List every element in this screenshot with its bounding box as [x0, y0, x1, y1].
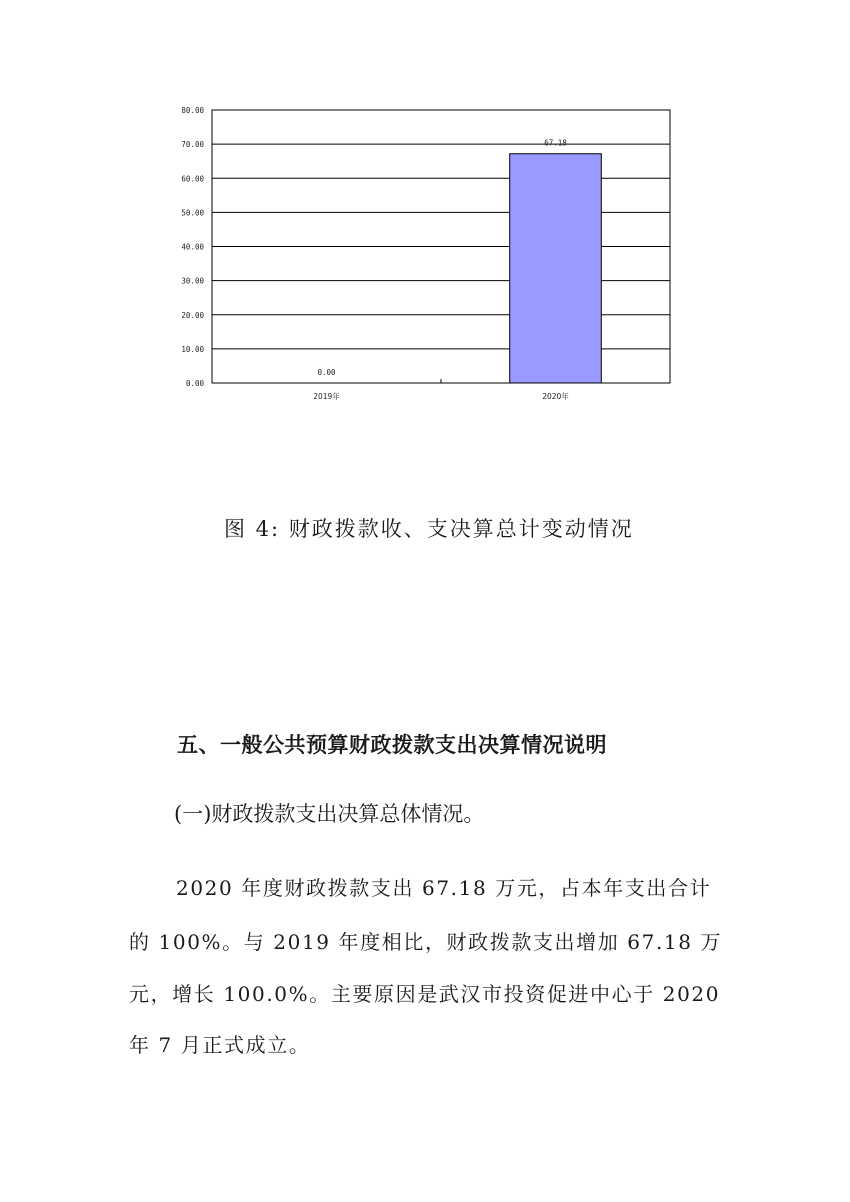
y-tick-label: 70.00	[181, 140, 204, 150]
y-tick-label: 60.00	[181, 174, 204, 184]
data-label: 67.18	[544, 138, 567, 148]
paragraph-line: 的 100%。与 2019 年度相比，财政拨款支出增加 67.18 万	[129, 930, 723, 954]
subsection-heading: (一)财政拨款支出决算总体情况。	[174, 802, 485, 826]
y-tick-label: 10.00	[181, 344, 204, 354]
y-tick-label: 40.00	[181, 242, 204, 252]
chart-bars	[510, 154, 602, 383]
y-tick-label: 50.00	[181, 208, 204, 218]
data-label: 0.00	[317, 368, 336, 377]
x-tick-label: 2020年	[542, 392, 569, 401]
section-heading: 五、一般公共预算财政拨款支出决算情况说明	[177, 733, 607, 757]
paragraph-line: 元，增长 100.0%。主要原因是武汉市投资促进中心于 2020	[129, 982, 721, 1006]
y-tick-label: 80.00	[181, 106, 204, 115]
bar	[510, 154, 602, 383]
y-tick-label: 30.00	[181, 276, 204, 286]
x-tick-label: 2019年	[313, 392, 340, 401]
figure-caption: 图 4: 财政拨款收、支决算总计变动情况	[224, 517, 634, 541]
paragraph-line: 年 7 月正式成立。	[129, 1033, 311, 1057]
bar-chart	[0, 0, 850, 420]
paragraph-line: 2020 年度财政拨款支出 67.18 万元，占本年支出合计	[176, 876, 712, 900]
y-tick-label: 0.00	[185, 379, 204, 388]
y-tick-label: 20.00	[181, 310, 204, 320]
